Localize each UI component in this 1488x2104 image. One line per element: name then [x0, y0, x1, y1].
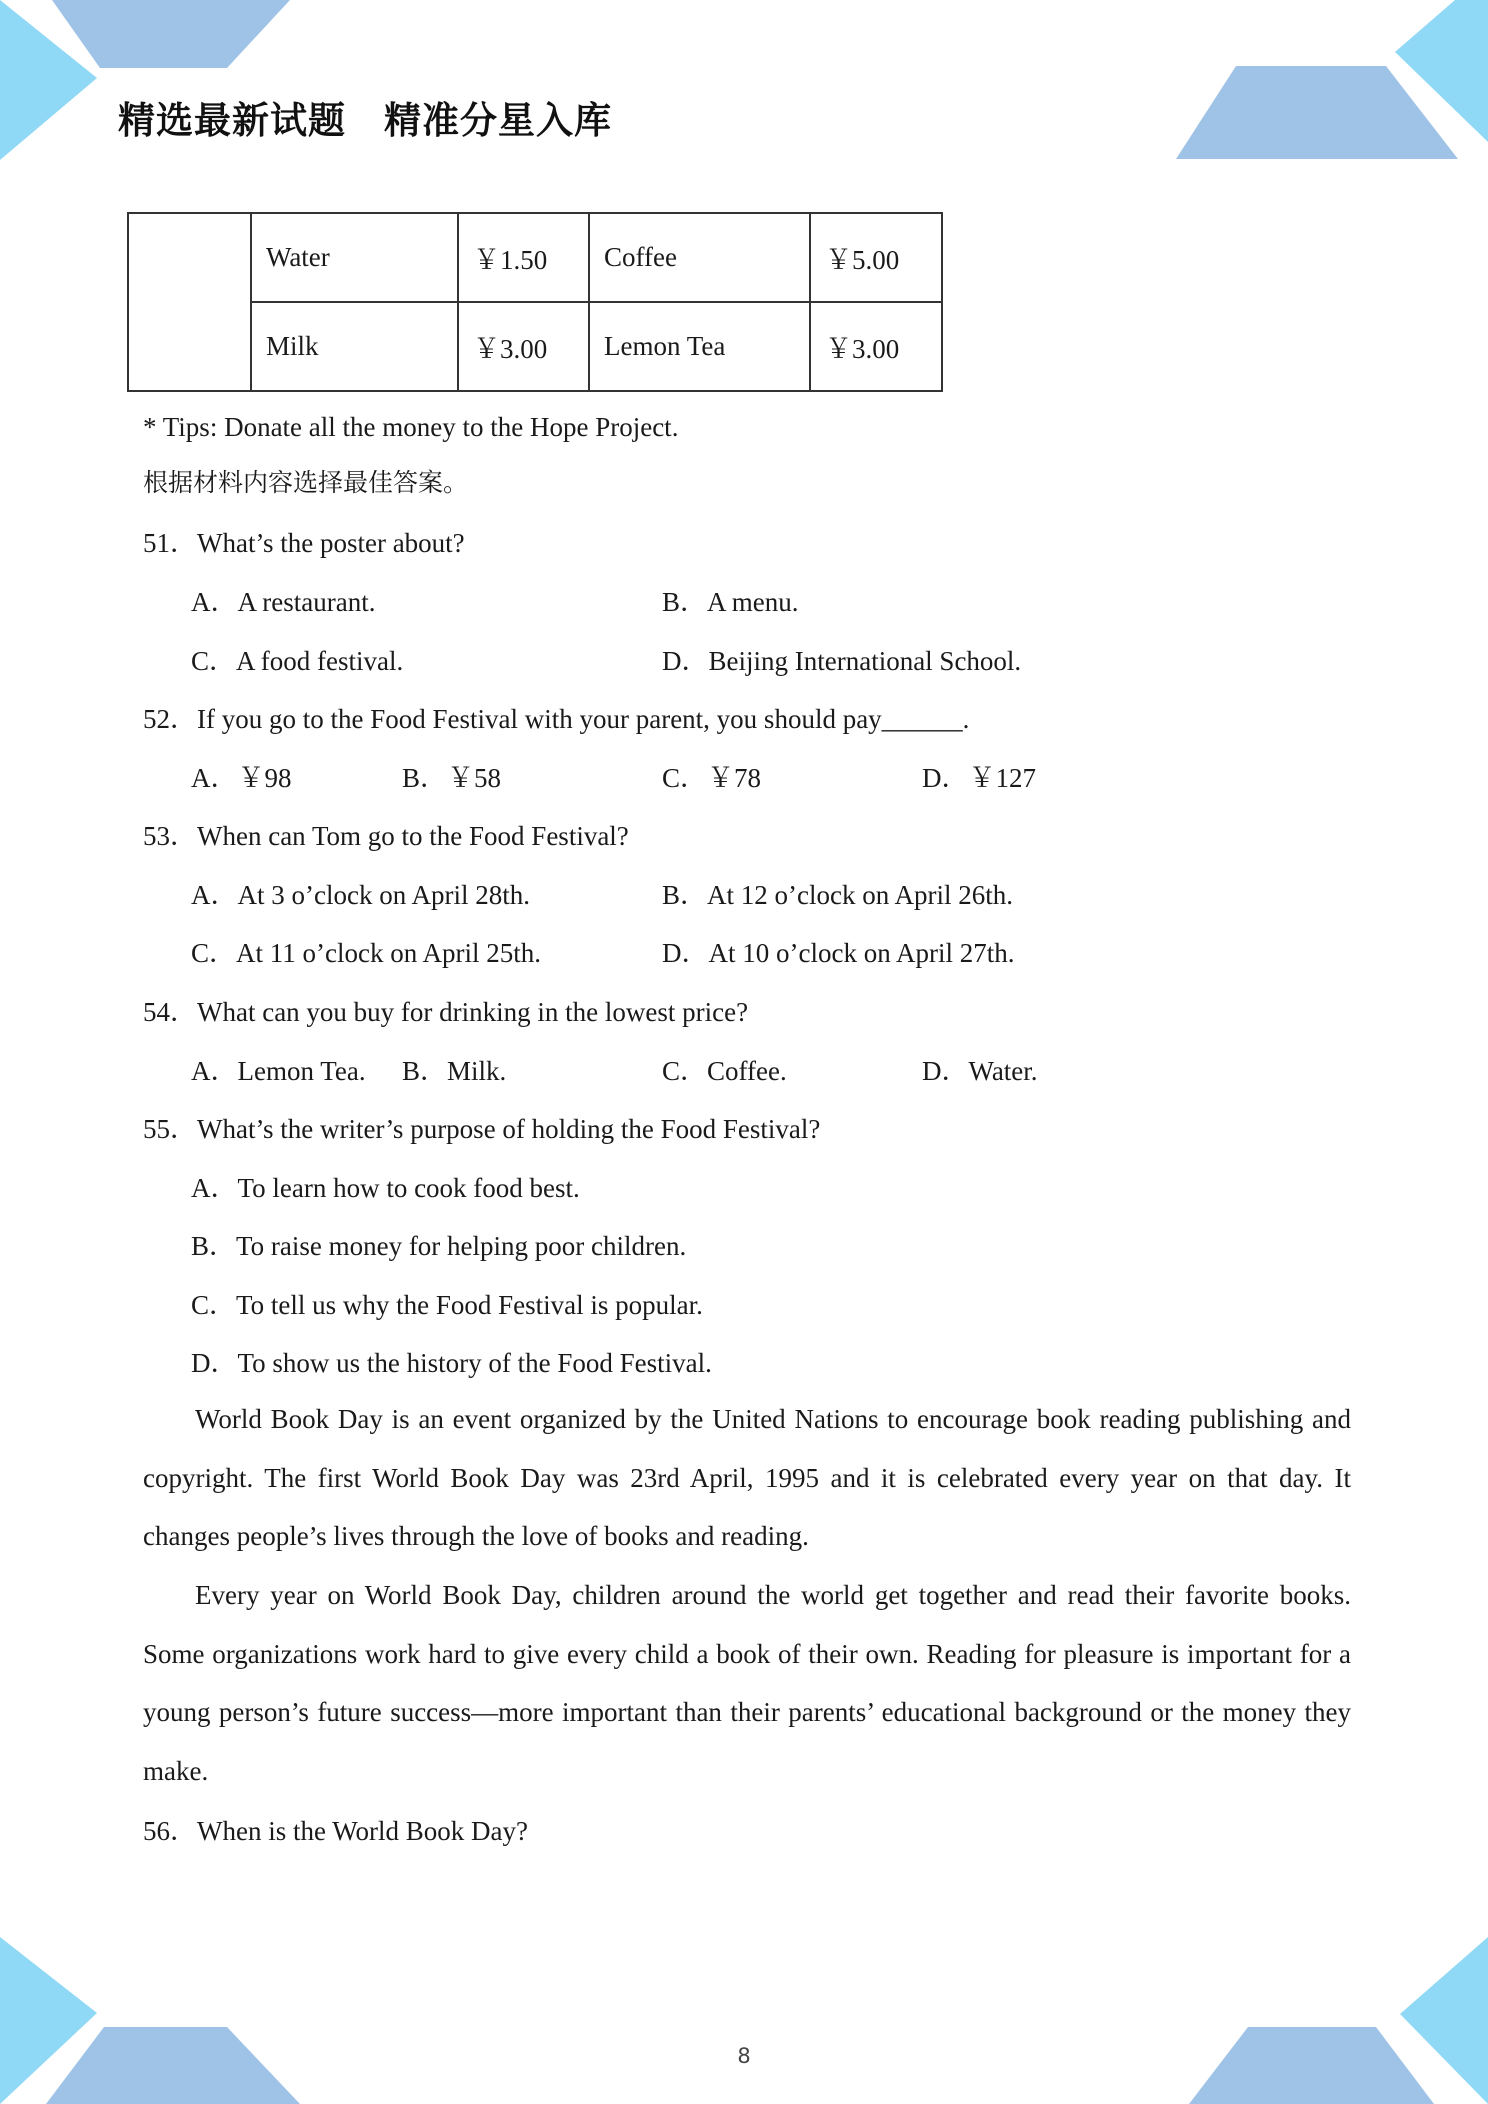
- q55-option-c[interactable]: C．To tell us why the Food Festival is popular.: [191, 1290, 703, 1320]
- q54-option-d[interactable]: D．Water.: [922, 1056, 1038, 1086]
- question-54-stem: 54．What can you buy for drinking in the lowest price?: [143, 997, 749, 1027]
- q55-option-d[interactable]: D．To show us the history of the Food Festival.: [191, 1348, 712, 1378]
- q55-option-b[interactable]: B．To raise money for helping poor children.: [191, 1231, 687, 1261]
- item-cell: Water: [251, 213, 458, 302]
- top-right-decoration: [1176, 0, 1488, 159]
- q52-option-a[interactable]: A．￥98: [191, 763, 292, 793]
- price-cell: ￥3.00: [458, 302, 589, 391]
- price-cell: ￥1.50: [458, 213, 589, 302]
- page-number: 8: [737, 2044, 751, 2068]
- q51-option-d[interactable]: D．Beijing International School.: [662, 646, 1022, 676]
- item-cell: Milk: [251, 302, 458, 391]
- q53-option-a[interactable]: A．At 3 o’clock on April 28th.: [191, 880, 530, 910]
- question-56-stem: 56．When is the World Book Day?: [143, 1816, 529, 1846]
- q53-option-b[interactable]: B．At 12 o’clock on April 26th.: [662, 880, 1013, 910]
- q53-option-c[interactable]: C．At 11 o’clock on April 25th.: [191, 938, 541, 968]
- tips-text: * Tips: Donate all the money to the Hope Project.: [143, 412, 679, 442]
- q54-option-c[interactable]: C．Coffee.: [662, 1056, 787, 1086]
- price-cell: ￥3.00: [810, 302, 942, 391]
- q54-option-a[interactable]: A．Lemon Tea.: [191, 1056, 366, 1086]
- question-53-stem: 53．When can Tom go to the Food Festival?: [143, 821, 629, 851]
- question-52-stem: 52．If you go to the Food Festival with your parent, you should pay______.: [143, 704, 970, 734]
- top-left-trapezoid: [52, 0, 290, 68]
- q51-option-c[interactable]: C．A food festival.: [191, 646, 404, 676]
- q52-option-b[interactable]: B．￥58: [402, 763, 502, 793]
- menu-price-table: [127, 212, 943, 392]
- q55-option-a[interactable]: A．To learn how to cook food best.: [191, 1173, 580, 1203]
- q52-option-c[interactable]: C．￥78: [662, 763, 762, 793]
- top-right-trapezoid: [1176, 66, 1458, 159]
- item-cell: Coffee: [589, 213, 810, 302]
- q53-option-d[interactable]: D．At 10 o’clock on April 27th.: [662, 938, 1015, 968]
- table-row: [128, 302, 942, 391]
- bottom-right-decoration: [1189, 1937, 1488, 2104]
- bottom-left-decoration: [0, 1937, 300, 2104]
- header-title: 精选最新试题 精准分星入库: [118, 99, 612, 142]
- q54-option-b[interactable]: B．Milk.: [402, 1056, 507, 1086]
- q51-option-b[interactable]: B．A menu.: [662, 587, 799, 617]
- item-cell: Lemon Tea: [589, 302, 810, 391]
- question-51-stem: 51．What’s the poster about?: [143, 528, 465, 558]
- q52-option-d[interactable]: D．￥127: [922, 763, 1036, 793]
- passage-paragraph-1: World Book Day is an event organized by the United Nations to encourage book reading publishing and copyright. The first World Book Day was 23rd April, 1995 and it is celebrated every year on that day. It changes people’s lives through the love of books and reading.: [143, 1404, 1351, 1552]
- question-55-stem: 55．What’s the writer’s purpose of holding the Food Festival?: [143, 1114, 821, 1144]
- table-row: [128, 213, 942, 302]
- instruction-text: 根据材料内容选择最佳答案。: [143, 468, 469, 497]
- q51-option-a[interactable]: A．A restaurant.: [191, 587, 376, 617]
- price-cell: ￥5.00: [810, 213, 942, 302]
- passage-paragraph-2: Every year on World Book Day, children around the world get together and read their favorite books. Some organizations work hard to give every child a book of their own. Reading for pleasure is important for a young person’s future success—more important than their parents’ educational background or the money they make.: [143, 1580, 1351, 1786]
- table-empty-cell: [128, 213, 251, 391]
